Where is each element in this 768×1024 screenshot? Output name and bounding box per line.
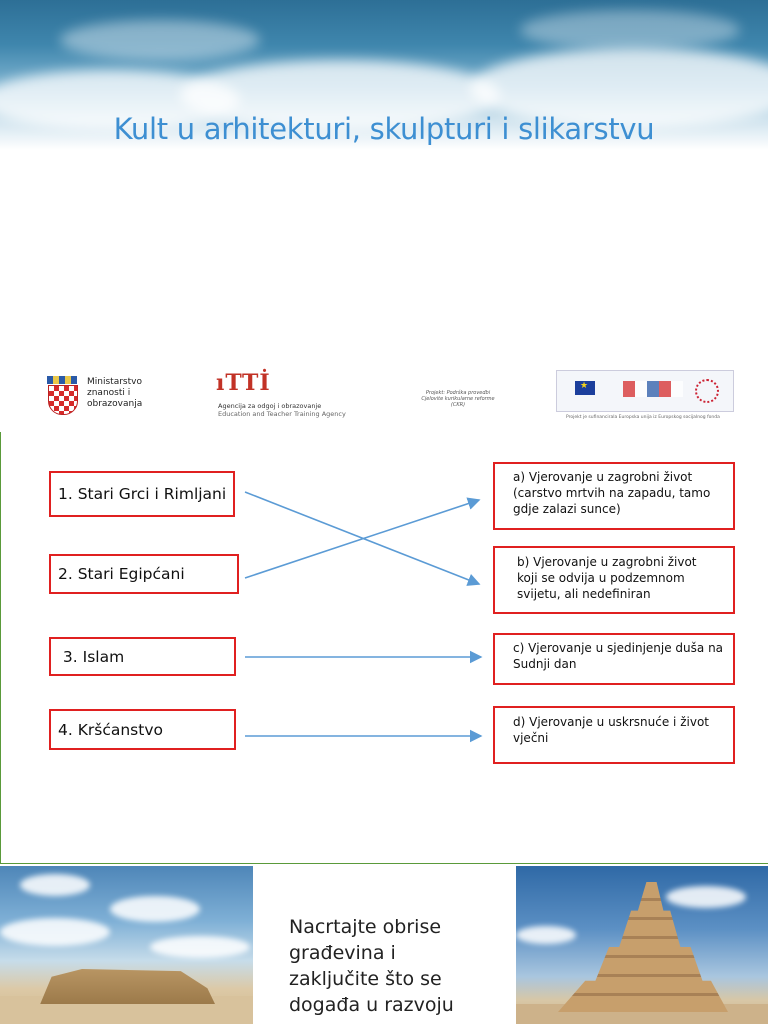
agency-name-en: Education and Teacher Training Agency [218, 410, 346, 418]
left-item-label: 2. Stari Egipćani [58, 565, 185, 583]
slide-title: Kult u arhitekturi, skulpturi i slikarstvu [113, 112, 655, 146]
right-item-a [493, 462, 735, 530]
agency-logo [216, 370, 366, 422]
logo-strip [0, 362, 768, 428]
project-note: Projekt: Podrška provedbi Cjelovite kurikularne reforme (CKR) [421, 390, 495, 408]
ministry-logo [45, 372, 165, 420]
slide-architecture [0, 866, 768, 1024]
drawing-prompt: Nacrtajte obrise građevina i zaključite što se događa u razvoju [289, 916, 454, 1016]
operational-programme-icon [695, 379, 719, 403]
left-item-4 [49, 709, 236, 750]
arrow-2-to-a [245, 500, 479, 578]
agency-name: Agencija za odgoj i obrazovanje [218, 402, 322, 410]
right-item-c [493, 633, 735, 685]
left-item-label: 4. Kršćanstvo [58, 720, 163, 739]
right-item-d [493, 706, 735, 764]
right-item-b [493, 546, 735, 614]
left-item-label: 1. Stari Grci i Rimljani [58, 485, 227, 503]
slide-matching [0, 432, 768, 864]
agency-mark: ıTTİ [216, 370, 271, 396]
croatian-coat-of-arms-icon [45, 376, 79, 416]
right-item-text: d) Vjerovanje u uskrsnuće i život vječni [513, 715, 709, 745]
eu-fund-mark-icon [623, 381, 683, 397]
ministry-name: Ministarstvo znanosti i obrazovanja [87, 377, 143, 409]
left-item-3 [49, 637, 236, 676]
right-item-text: b) Vjerovanje u zagrobni život koji se odvija u podzemnom svijetu, ali nedefiniran [517, 555, 697, 601]
left-item-2 [49, 554, 239, 594]
left-item-label: 3. Islam [58, 647, 125, 666]
eu-funding-logo [556, 370, 734, 424]
eu-caption: Projekt je sufinancirala Europska unija iz Europskog socijalnog fonda [566, 415, 720, 420]
eu-flag-icon [575, 381, 595, 395]
right-item-text: a) Vjerovanje u zagrobni život (carstvo mrtvih na zapadu, tamo gdje zalazi sunce) [513, 470, 711, 516]
arrow-1-to-b [245, 492, 479, 584]
right-item-text: c) Vjerovanje u sjedinjenje duša na Sudnji dan [513, 641, 724, 671]
eu-logo-panel [556, 370, 734, 412]
left-item-1 [49, 471, 235, 517]
mastaba-photo [0, 866, 253, 1024]
step-pyramid-photo [516, 866, 768, 1024]
